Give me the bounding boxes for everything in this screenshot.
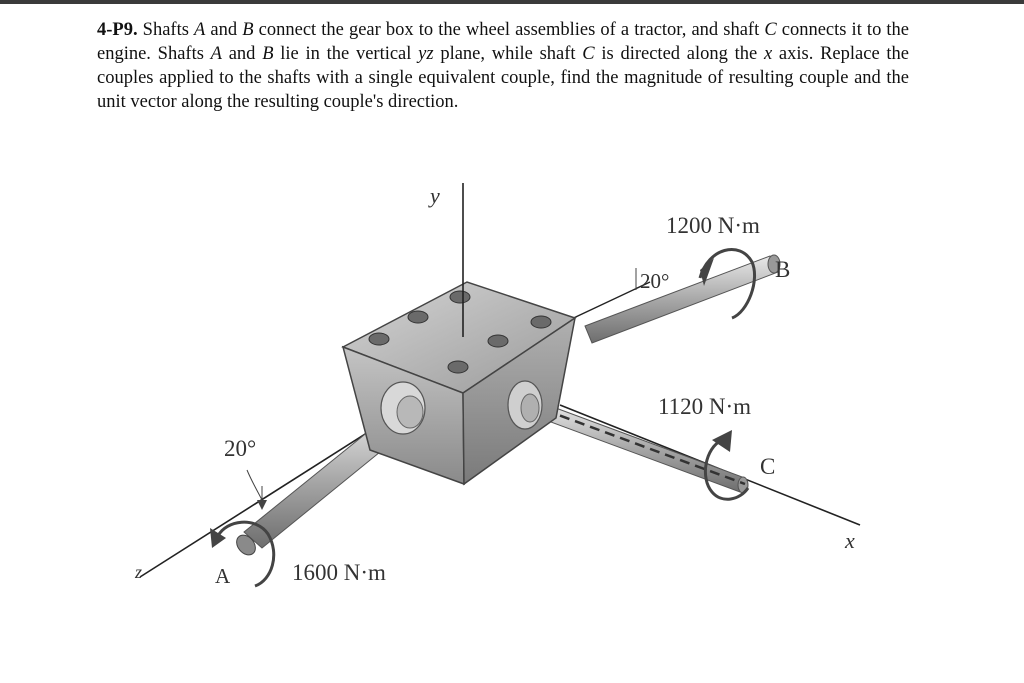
shaft-a-label: A [215,564,231,588]
moment-c-label: 1120 N·m [658,394,752,419]
problem-variable: yz [418,44,434,64]
problem-number: 4-P9. [97,20,138,40]
moment-c-arrowhead [712,430,732,452]
angle-b-label: 20° [640,269,670,293]
angle-a-label: 20° [224,436,257,461]
moment-b-label: 1200 N·m [666,213,760,238]
problem-variable: C [582,44,595,64]
problem-text-segment: connect the gear box to the wheel assemblies of a tractor, and shaft [253,20,765,40]
problem-text-segment: lie in the vertical [273,44,419,64]
problem-variable: B [242,20,254,40]
problem-text-segment: connects it to the engine. Shafts [97,20,910,64]
axis-y-label: y [430,183,440,208]
problem-text-segment: plane, while shaft [433,44,583,64]
axis-z-label: z [135,562,143,582]
problem-variable: A [194,20,206,40]
shaft-c-label: C [760,454,776,479]
problem-variable: B [262,44,274,64]
problem-variable: C [764,20,777,40]
problem-text-segment: is directed along the [594,44,764,64]
shaft-b-label: B [775,257,791,282]
problem-text-segment: and [205,20,243,40]
problem-text-segment: Shafts [137,20,195,40]
angle-a-leader [247,470,262,500]
problem-variable: x [763,44,773,64]
moment-a-label: 1600 N·m [292,560,386,585]
axis-x-label: x [845,528,855,553]
problem-text-segment: axis. Replace the couples applied to the shafts with a single equivalent couple, find the magnitude of resulting couple and the unit vector along the resulting couple's direction. [97,44,910,112]
problem-variable: A [210,44,222,64]
problem-text-segment: and [221,44,263,64]
